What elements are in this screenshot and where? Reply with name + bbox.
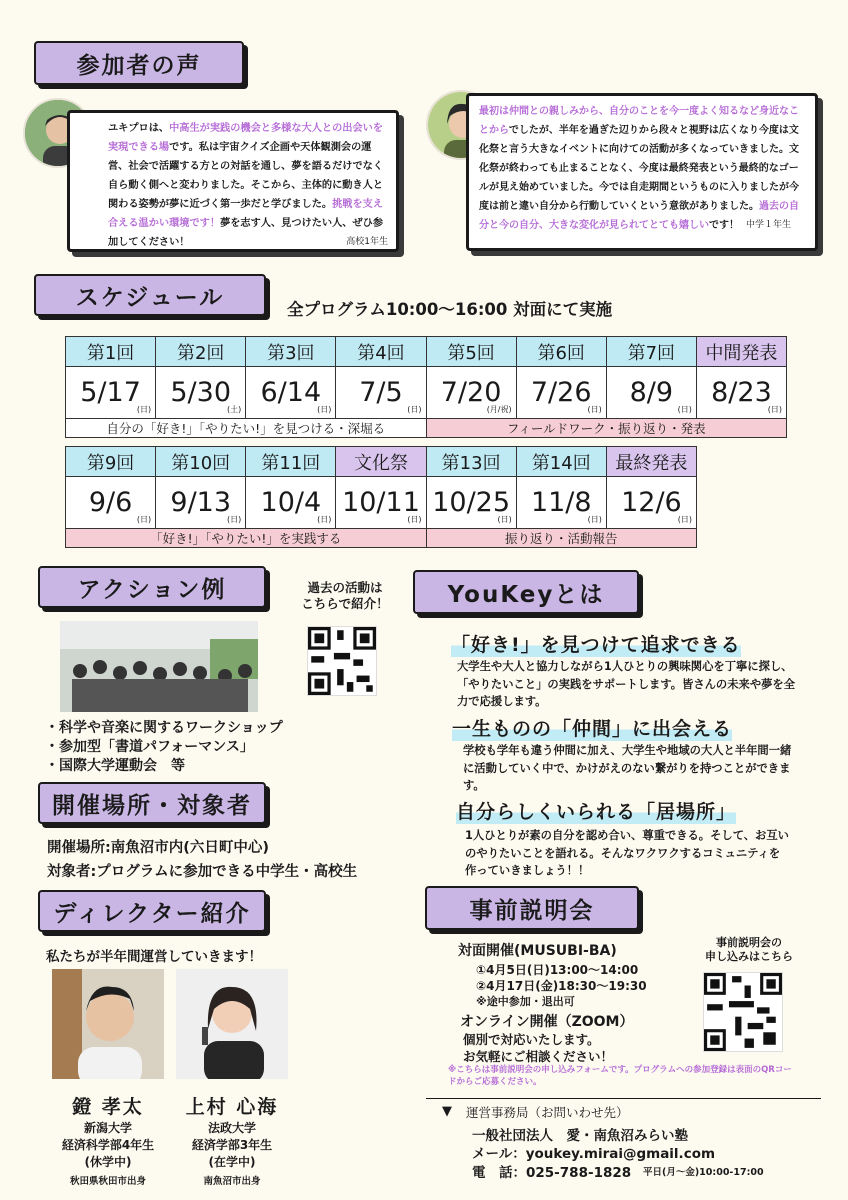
activity-photo <box>60 621 258 712</box>
session-date <box>426 367 516 419</box>
phase-bar: 自分の「好き!」「やりたい!」を見つける・深堀る <box>66 419 427 438</box>
director-photo-2 <box>176 969 288 1079</box>
session-weekday: (日) <box>587 405 602 414</box>
briefing-note-join: ※途中参加・退出可 <box>476 995 575 1008</box>
director-dept: 経済学部3年生 <box>191 1138 273 1152</box>
session-weekday: (日) <box>677 515 692 524</box>
briefing-date-2: ②4月17日(金)18:30〜19:30 <box>476 979 647 993</box>
director-from: 南魚沼市出身 <box>203 1176 261 1187</box>
session-date-text: 8/23 <box>711 377 772 408</box>
voices-heading: 参加者の声 <box>34 41 244 85</box>
session-date <box>246 477 336 529</box>
session-label: 文化祭 <box>336 447 426 477</box>
session-label: 第13回 <box>426 447 516 477</box>
contact-divider <box>426 1098 821 1099</box>
session-label: 中間発表 <box>696 337 786 367</box>
session-date-text: 9/13 <box>170 487 232 518</box>
activity-qr-code[interactable] <box>307 626 377 696</box>
session-date-text: 7/5 <box>359 377 403 408</box>
youkey-point-3-heading: 自分らしくいられる「居場所」 <box>456 797 736 824</box>
contact-mail[interactable]: メール：youkey.mirai@gmail.com <box>472 1146 716 1162</box>
session-date <box>66 367 156 419</box>
session-date-text: 9/6 <box>88 487 133 518</box>
schedule-heading: スケジュール <box>34 274 266 316</box>
session-date-text: 7/20 <box>440 377 502 408</box>
schedule-table-1 <box>65 336 787 438</box>
session-label: 第14回 <box>516 447 606 477</box>
action-list <box>45 719 283 776</box>
session-date <box>336 367 426 419</box>
director-card-2 <box>164 1092 300 1187</box>
session-label: 第4回 <box>336 337 426 367</box>
session-weekday: (日) <box>407 405 422 414</box>
session-date <box>156 367 246 419</box>
briefing-heading: 事前説明会 <box>425 886 639 930</box>
briefing-qr-label: 事前説明会の 申し込みはこちら <box>705 936 793 963</box>
session-date-text: 10/4 <box>260 487 322 518</box>
contact-head: 運営事務局（お問いわせ先） <box>466 1105 629 1120</box>
session-weekday: (土) <box>227 405 242 414</box>
schedule-table-2 <box>65 446 697 548</box>
session-label: 第1回 <box>66 337 156 367</box>
briefing-online: オンライン開催（ZOOM） <box>460 1014 634 1030</box>
session-date <box>516 477 606 529</box>
session-date <box>606 367 696 419</box>
session-label: 第5回 <box>426 337 516 367</box>
action-qr-label: 過去の活動は こちらで紹介！ <box>301 580 389 611</box>
director-card-1 <box>40 1092 176 1187</box>
phase-bar: フィールドワーク・振り返り・発表 <box>426 419 787 438</box>
venue-target: 対象者:プログラムに参加できる中学生・高校生 <box>47 864 358 880</box>
session-date <box>516 367 606 419</box>
session-label: 最終発表 <box>606 447 696 477</box>
session-weekday: (日) <box>767 405 782 414</box>
voice-card-2: 最初は仲間との親しみから、自分のことを今一度よく知るなど身近なことからでしたが、半年を過ぎた辺りから段々と視野は広くなり今度は文化祭と言う大きなイベントに向けての活動が多くなっていきました。文化祭が終わっても止まることなく、今度は最終発表という最終的なゴールが見え始めていました。今では自走期間というものに入りましたが今度は前と違い自分から行動していくという意欲がありました。過去の自分と今の自分、大きな変化が見られてとても嬉しいです！ 中学１年生 <box>466 93 818 251</box>
director-uni: 法政大学 <box>207 1121 256 1135</box>
youkey-point-2-heading: 一生ものの「仲間」に出会える <box>452 714 732 741</box>
list-item: ・参加型「書道パフォーマンス」 <box>45 739 254 755</box>
session-date <box>426 477 516 529</box>
director-status: (休学中) <box>84 1155 132 1169</box>
list-item: ・国際大学運動会 等 <box>45 758 185 774</box>
director-photo-1 <box>52 969 164 1079</box>
director-lead: 私たちが半年間運営していきます！ <box>46 949 262 965</box>
session-date <box>246 367 336 419</box>
session-date <box>336 477 426 529</box>
session-date-text: 5/17 <box>80 377 141 408</box>
youkey-point-1-heading: 「好き!」を見つけて追求できる <box>451 630 741 657</box>
phase-bar: 「好き!」「やりたい!」を実践する <box>66 529 427 548</box>
session-date <box>606 477 696 529</box>
session-label: 第2回 <box>156 337 246 367</box>
director-name: 鐙 孝太 <box>72 1096 144 1118</box>
session-weekday: (日) <box>136 515 152 524</box>
briefing-form-note: ※こちらは事前説明会の申し込みフォームです。プログラムへの参加登録は表面のQRコードからご応募ください。 <box>448 1065 792 1087</box>
director-status: (在学中) <box>208 1155 256 1169</box>
session-date <box>696 367 786 419</box>
session-date-text: 12/6 <box>621 487 682 518</box>
contact-tel[interactable]: 電 話：025-788-1828 <box>472 1165 632 1181</box>
director-from: 秋田県秋田市出身 <box>69 1176 146 1187</box>
session-weekday: (日) <box>136 405 152 414</box>
session-date-text: 8/9 <box>629 377 674 408</box>
session-weekday: (日) <box>317 405 332 414</box>
venue-heading: 開催場所・対象者 <box>38 782 266 824</box>
session-date <box>66 477 156 529</box>
director-heading: ディレクター紹介 <box>38 890 266 932</box>
session-date-text: 10/25 <box>432 487 511 518</box>
session-date-text: 6/14 <box>260 377 322 408</box>
director-name: 上村 心海 <box>185 1096 279 1118</box>
list-item: ・科学や音楽に関するワークショップ <box>45 720 283 736</box>
session-date <box>156 477 246 529</box>
session-date-text: 11/8 <box>530 487 592 518</box>
session-weekday: (月/祝) <box>486 405 512 414</box>
session-label: 第3回 <box>246 337 336 367</box>
session-label: 第11回 <box>246 447 336 477</box>
briefing-offline: 対面開催(MUSUBI-BA) <box>458 943 617 959</box>
briefing-online-2: お気軽にご相談ください！ <box>463 1049 614 1064</box>
session-label: 第9回 <box>66 447 156 477</box>
session-weekday: (日) <box>497 515 512 524</box>
briefing-online-1: 個別で対応いたします。 <box>463 1032 600 1047</box>
venue-place: 開催場所:南魚沼市内(六日町中心) <box>47 840 270 856</box>
session-label: 第6回 <box>516 337 606 367</box>
youkey-point-1-text: 大学生や大人と協力しながら1人ひとりの興味関心を丁寧に探し、「やりたいこと」の実践をサポートします。皆さんの未来や夢を全力で応援します。 <box>457 660 796 708</box>
director-dept: 経済科学部4年生 <box>61 1138 155 1152</box>
contact-hours: 平日(月〜金)10:00-17:00 <box>643 1167 764 1178</box>
voice-card-1: ユキプロは、中高生が実践の機会と多様な大人との出会いを実現できる場です。私は宇宙クイズ企画や天体観測会の運営、社会で活躍する方との対話を通し、夢を語るだけでなく自ら動く側へと変わりました。そこから、主体的に動き人と関わる姿勢が夢に近づく第一歩だと学びました。挑戦を支え合える温かい環境です！夢を志す人、見つけたい人、ぜひ参加してください！ 高校1年生 <box>67 110 399 252</box>
youkey-point-3-text: 1人ひとりが素の自分を認め合い、尊重できる。そして、お互いのやりたいことを語れる。そんなワクワクするコミュニティを作っていきましょう！！ <box>465 829 789 877</box>
schedule-note: 全プログラム10:00〜16:00 対面にて実施 <box>287 300 613 319</box>
session-weekday: (日) <box>227 515 242 524</box>
contact-org: 一般社団法人 愛・南魚沼みらい塾 <box>472 1128 688 1144</box>
session-weekday: (日) <box>317 515 332 524</box>
session-date-text: 5/30 <box>170 377 231 408</box>
action-heading: アクション例 <box>38 566 266 608</box>
session-label: 第10回 <box>156 447 246 477</box>
briefing-qr-code[interactable] <box>703 972 783 1052</box>
session-date-text: 7/26 <box>530 377 592 408</box>
session-date-text: 10/11 <box>342 487 420 518</box>
session-weekday: (日) <box>587 515 602 524</box>
session-weekday: (日) <box>407 515 422 524</box>
briefing-date-1: ①4月5日(日)13:00〜14:00 <box>476 963 639 977</box>
triangle-icon: ▼ <box>442 1104 452 1119</box>
youkey-heading: YouKeyとは <box>413 570 639 614</box>
session-weekday: (日) <box>677 405 692 414</box>
phase-bar: 振り返り・活動報告 <box>426 529 696 548</box>
session-label: 第7回 <box>606 337 696 367</box>
youkey-point-2-text: 学校も学年も違う仲間に加え、大学生や地域の大人と半年間一緒に活動していく中で、かけがえのない繋がりを持つことができます。 <box>463 744 792 792</box>
director-uni: 新潟大学 <box>83 1121 132 1135</box>
